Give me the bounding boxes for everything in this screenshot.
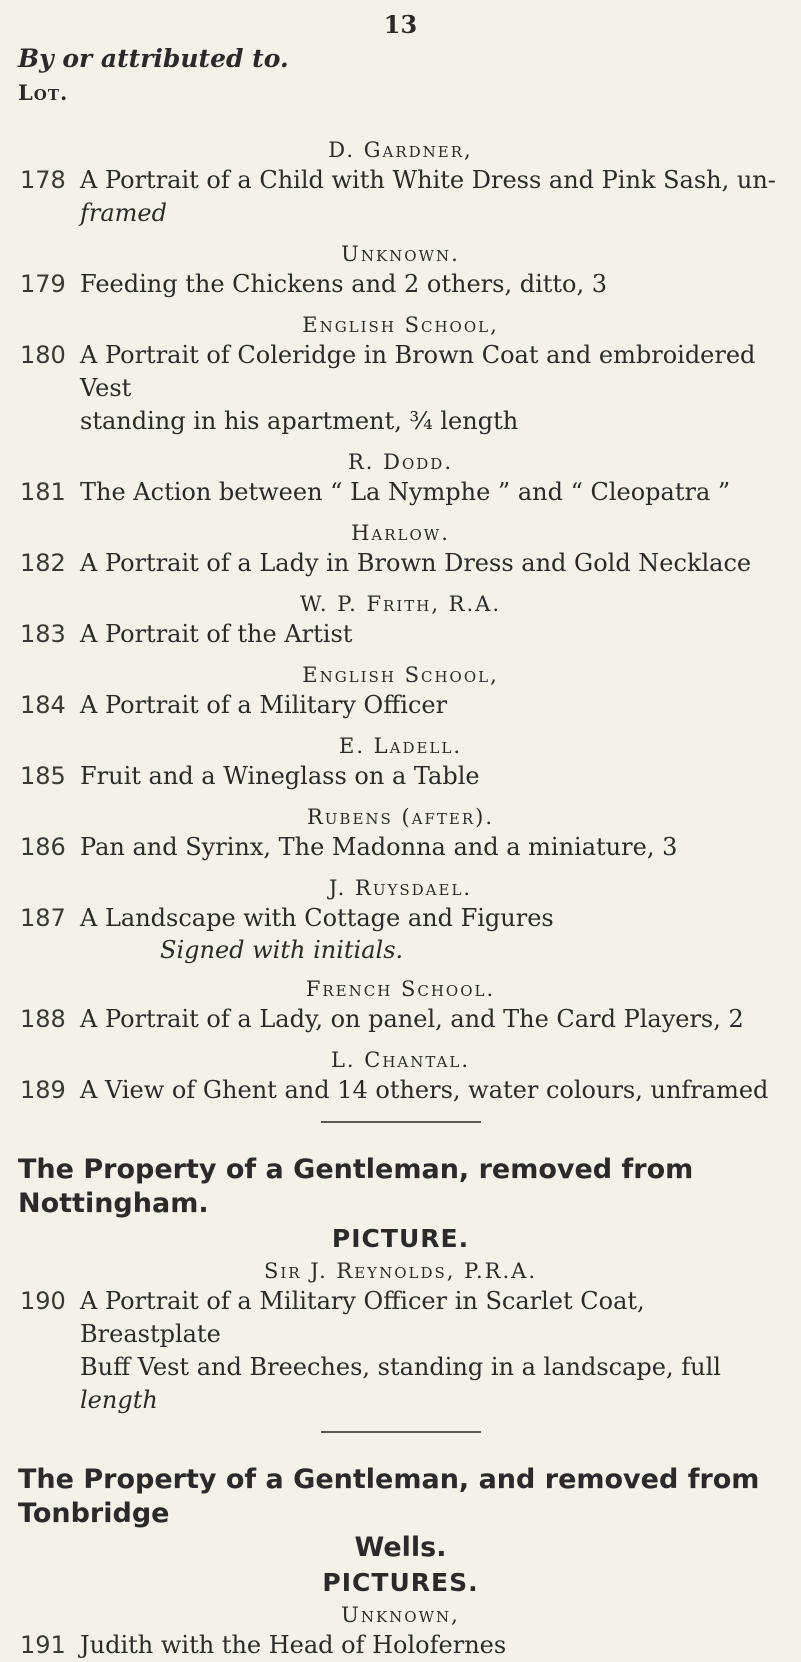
lot-entry xyxy=(0,803,801,864)
lot-number: 182 xyxy=(20,549,66,577)
section-title: The Property of a Gentleman, and removed from Tonbridge xyxy=(18,1464,760,1529)
lot-entry xyxy=(0,1046,801,1107)
lot-description xyxy=(80,902,801,935)
artist-name: Rubens (after). xyxy=(306,805,495,829)
artist-name: J. Ruysdael. xyxy=(328,876,473,900)
lot-row xyxy=(0,1629,801,1662)
lot-number: 190 xyxy=(20,1287,66,1315)
lot-group-main xyxy=(0,136,801,1107)
lot-number: 188 xyxy=(20,1005,66,1033)
lot-description xyxy=(80,1285,801,1417)
lot-description-line: Fruit and a Wineglass on a Table xyxy=(80,762,480,790)
lot-description xyxy=(80,1074,801,1107)
lot-description-line: Feeding the Chickens and 2 others, ditto, 3 xyxy=(80,270,608,298)
lot-number: 185 xyxy=(20,762,66,790)
lot-description xyxy=(80,476,801,509)
by-line: By or attributed to. xyxy=(18,44,289,73)
lot-row xyxy=(0,547,801,580)
section-subtitle: PICTURES. xyxy=(322,1568,479,1597)
lot-note: Signed with initials. xyxy=(160,936,404,964)
lot-number: 179 xyxy=(20,270,66,298)
section-title-continued: Wells. xyxy=(354,1532,447,1563)
artist-name: R. Dodd. xyxy=(347,450,454,474)
lot-description-line: length xyxy=(80,1386,158,1414)
lot-row xyxy=(0,831,801,864)
lot-entry xyxy=(0,661,801,722)
lot-row xyxy=(0,689,801,722)
lot-row xyxy=(0,760,801,793)
lot-description xyxy=(80,547,801,580)
section-tonbridge xyxy=(0,1463,801,1662)
lot-number: 191 xyxy=(20,1631,66,1659)
lot-row xyxy=(0,339,801,438)
lot-description-line: framed xyxy=(80,199,167,227)
artist-name: English School, xyxy=(302,663,499,687)
lot-row xyxy=(0,1003,801,1036)
lot-description xyxy=(80,831,801,864)
lot-description-line: A Portrait of a Military Officer xyxy=(80,691,448,719)
lot-description xyxy=(80,760,801,793)
lot-description-line: A Landscape with Cottage and Figures xyxy=(80,904,554,932)
lot-row xyxy=(0,902,801,935)
lot-number: 178 xyxy=(20,166,66,194)
lot-list xyxy=(0,136,801,1662)
artist-name: Unknown. xyxy=(341,242,460,266)
artist-name: L. Chantal. xyxy=(330,1048,471,1072)
lot-description-line: A Portrait of a Lady, on panel, and The Card Players, 2 xyxy=(80,1005,744,1033)
lot-entry xyxy=(0,874,801,965)
lot-description-line: A Portrait of Coleridge in Brown Coat and embroidered Vest xyxy=(80,341,756,402)
artist-name: Sir J. Reynolds, P.R.A. xyxy=(264,1259,537,1283)
lot-row xyxy=(0,476,801,509)
lot-entry xyxy=(0,448,801,509)
lot-description-line: Buff Vest and Breeches, standing in a landscape, full xyxy=(80,1353,721,1381)
artist-name: Harlow. xyxy=(351,521,450,545)
artist-name: W. P. Frith, R.A. xyxy=(299,592,502,616)
lot-row xyxy=(0,618,801,651)
lot-entry xyxy=(0,519,801,580)
lot-entry xyxy=(0,240,801,301)
lot-entry xyxy=(0,311,801,438)
lot-description xyxy=(80,618,801,651)
lot-number: 180 xyxy=(20,341,66,369)
lot-entry xyxy=(0,732,801,793)
lot-number: 184 xyxy=(20,691,66,719)
lot-row xyxy=(0,268,801,301)
lot-description-line: Pan and Syrinx, The Madonna and a miniature, 3 xyxy=(80,833,678,861)
lot-description-line: The Action between “ La Nymphe ” and “ Cleopatra ” xyxy=(80,478,731,506)
lot-description xyxy=(80,339,801,438)
page-number: 13 xyxy=(383,10,418,39)
lot-number: 181 xyxy=(20,478,66,506)
lot-entry xyxy=(0,975,801,1036)
artist-name: French School. xyxy=(305,977,496,1001)
lot-row xyxy=(0,1074,801,1107)
section-title: The Property of a Gentleman, removed from Nottingham. xyxy=(18,1154,694,1219)
artist-name: English School, xyxy=(302,313,499,337)
lot-description xyxy=(80,1629,801,1662)
lot-description xyxy=(80,164,801,230)
lot-description-line: standing in his apartment, ¾ length xyxy=(80,407,519,435)
lot-description xyxy=(80,268,801,301)
lot-number: 189 xyxy=(20,1076,66,1104)
lot-column-header: Lot. xyxy=(18,80,69,105)
artist-name: D. Gardner, xyxy=(328,138,473,162)
lot-row xyxy=(0,164,801,230)
lot-description-line: A Portrait of a Child with White Dress and Pink Sash, un- xyxy=(80,166,776,194)
lot-description xyxy=(80,1003,801,1036)
lot-entry xyxy=(0,136,801,230)
section-subtitle: PICTURE. xyxy=(331,1224,470,1253)
lot-number: 183 xyxy=(20,620,66,648)
lot-row xyxy=(0,1285,801,1417)
section-divider xyxy=(321,1121,481,1123)
lot-description-line: A Portrait of a Military Officer in Scarlet Coat, Breastplate xyxy=(80,1287,645,1348)
lot-description xyxy=(80,689,801,722)
lot-description-line: A View of Ghent and 14 others, water colours, unframed xyxy=(80,1076,769,1104)
lot-number: 186 xyxy=(20,833,66,861)
lot-description-line: Judith with the Head of Holofernes xyxy=(80,1631,507,1659)
lot-number: 187 xyxy=(20,904,66,932)
section-nottingham xyxy=(0,1153,801,1417)
lot-description-line: A Portrait of a Lady in Brown Dress and Gold Necklace xyxy=(80,549,752,577)
lot-description-line: A Portrait of the Artist xyxy=(80,620,353,648)
artist-name: Unknown, xyxy=(341,1603,460,1627)
artist-name: E. Ladell. xyxy=(338,734,463,758)
section-divider xyxy=(321,1431,481,1433)
lot-entry xyxy=(0,590,801,651)
